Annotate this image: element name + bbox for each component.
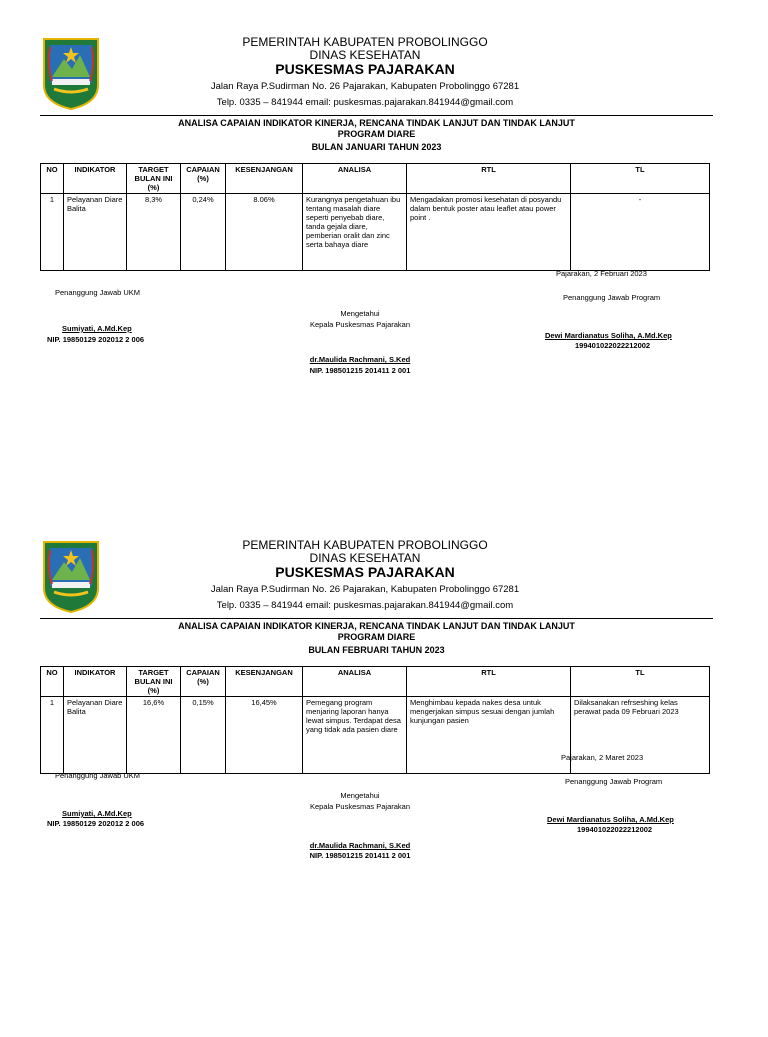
header-department: DINAS KESEHATAN — [309, 551, 421, 565]
header-address: Jalan Raya P.Sudirman No. 26 Pajarakan, Kabupaten Probolinggo 67281 — [210, 584, 520, 595]
report-period: BULAN FEBRUARI TAHUN 2023 — [308, 645, 445, 655]
center-signer-nip: NIP. 198501215 201411 2 001 — [309, 851, 411, 860]
cell-kesenjangan: 16,45% — [226, 697, 303, 774]
col-rtl: RTL — [407, 667, 571, 697]
header-divider — [40, 618, 713, 619]
header-contact: Telp. 0335 – 841944 email: puskesmas.pajarakan.841944@gmail.com — [216, 97, 514, 108]
header-department: DINAS KESEHATAN — [309, 48, 421, 62]
signing-date: Pajarakan, 2 Maret 2023 — [561, 753, 644, 762]
cell-tl: Dilaksanakan refrseshing kelas perawat pada 09 Februari 2023 — [571, 697, 710, 774]
col-target: TARGET BULAN INI (%) — [127, 667, 181, 697]
col-no: NO — [41, 164, 64, 194]
left-signer-role: Penanggung Jawab UKM — [55, 771, 141, 780]
col-kesenjangan: KESENJANGAN — [226, 164, 303, 194]
report-title: ANALISA CAPAIAN INDIKATOR KINERJA, RENCANA TINDAK LANJUT DAN TINDAK LANJUT — [178, 621, 575, 631]
cell-indikator: Pelayanan Diare Balita — [64, 194, 127, 271]
right-signer-name: Dewi Mardianatus Soliha, A.Md.Kep — [545, 331, 672, 340]
report-january — [0, 34, 768, 534]
center-signer-name: dr.Maulida Rachmani, S.Ked — [309, 355, 411, 364]
header-puskesmas: PUSKESMAS PAJARAKAN — [275, 564, 455, 580]
col-tl: TL — [571, 667, 710, 697]
header-government: PEMERINTAH KABUPATEN PROBOLINGGO — [242, 538, 488, 552]
cell-capaian: 0,15% — [181, 697, 226, 774]
cell-kesenjangan: 8.06% — [226, 194, 303, 271]
report-program: PROGRAM DIARE — [337, 129, 416, 139]
left-signer-name: Sumiyati, A.Md.Kep — [62, 324, 132, 333]
cell-indikator: Pelayanan Diare Balita — [64, 697, 127, 774]
col-analisa: ANALISA — [303, 164, 407, 194]
center-signer-label: Mengetahui — [340, 791, 380, 800]
center-signer-name: dr.Maulida Rachmani, S.Ked — [309, 841, 411, 850]
report-program: PROGRAM DIARE — [337, 632, 416, 642]
report-period: BULAN JANUARI TAHUN 2023 — [311, 142, 442, 152]
header-address: Jalan Raya P.Sudirman No. 26 Pajarakan, Kabupaten Probolinggo 67281 — [210, 81, 520, 92]
cell-no: 1 — [41, 194, 64, 271]
header-divider — [40, 115, 713, 116]
left-signer-role: Penanggung Jawab UKM — [55, 288, 141, 297]
probolinggo-crest-icon — [42, 37, 100, 111]
center-signer-title: Kepala Puskesmas Pajarakan — [309, 802, 411, 811]
cell-tl: - — [571, 194, 710, 271]
cell-analisa: Kurangnya pengetahuan ibu tentang masalah diare seperti penyebab diare, tanda gejala diare, pemberian oralit dan zinc serta bahaya diare — [303, 194, 407, 271]
indicator-table — [40, 163, 710, 271]
center-signer-label: Mengetahui — [340, 309, 380, 318]
probolinggo-crest-icon — [42, 540, 100, 614]
cell-no: 1 — [41, 697, 64, 774]
table-header-row — [41, 667, 710, 697]
cell-analisa: Pemegang program menjaring laporan hanya lewat simpus. Terdapat desa yang tidak ada pasien diare — [303, 697, 407, 774]
left-signer-nip: NIP. 19850129 202012 2 006 — [47, 819, 145, 828]
left-signer-nip: NIP. 19850129 202012 2 006 — [47, 335, 145, 344]
right-signer-nip: 199401022022212002 — [575, 341, 651, 350]
header-government: PEMERINTAH KABUPATEN PROBOLINGGO — [242, 35, 488, 49]
signing-date: Pajarakan, 2 Februari 2023 — [556, 269, 647, 278]
table-row — [41, 194, 710, 271]
left-signer-name: Sumiyati, A.Md.Kep — [62, 809, 132, 818]
header-puskesmas: PUSKESMAS PAJARAKAN — [275, 61, 455, 77]
cell-capaian: 0,24% — [181, 194, 226, 271]
col-target: TARGET BULAN INI (%) — [127, 164, 181, 194]
col-rtl: RTL — [407, 164, 571, 194]
center-signer-title: Kepala Puskesmas Pajarakan — [309, 320, 411, 329]
col-no: NO — [41, 667, 64, 697]
right-signer-role: Penanggung Jawab Program — [565, 777, 663, 786]
header-contact: Telp. 0335 – 841944 email: puskesmas.pajarakan.841944@gmail.com — [216, 600, 514, 611]
col-kesenjangan: KESENJANGAN — [226, 667, 303, 697]
cell-rtl: Menghimbau kepada nakes desa untuk mengerjakan simpus sesuai dengan jumlah kunjungan pasien — [407, 697, 571, 774]
report-title: ANALISA CAPAIAN INDIKATOR KINERJA, RENCANA TINDAK LANJUT DAN TINDAK LANJUT — [178, 118, 575, 128]
col-capaian: CAPAIAN (%) — [181, 667, 226, 697]
col-indikator: INDIKATOR — [64, 164, 127, 194]
right-signer-name: Dewi Mardianatus Soliha, A.Md.Kep — [547, 815, 674, 824]
report-february — [0, 537, 768, 1037]
col-capaian: CAPAIAN (%) — [181, 164, 226, 194]
col-tl: TL — [571, 164, 710, 194]
cell-rtl: Mengadakan promosi kesehatan di posyandu dalam bentuk poster atau leaflet atau power point . — [407, 194, 571, 271]
cell-target: 16,6% — [127, 697, 181, 774]
right-signer-nip: 199401022022212002 — [577, 825, 653, 834]
center-signer-nip: NIP. 198501215 201411 2 001 — [309, 366, 411, 375]
right-signer-role: Penanggung Jawab Program — [563, 293, 661, 302]
table-header-row — [41, 164, 710, 194]
col-indikator: INDIKATOR — [64, 667, 127, 697]
cell-target: 8,3% — [127, 194, 181, 271]
col-analisa: ANALISA — [303, 667, 407, 697]
